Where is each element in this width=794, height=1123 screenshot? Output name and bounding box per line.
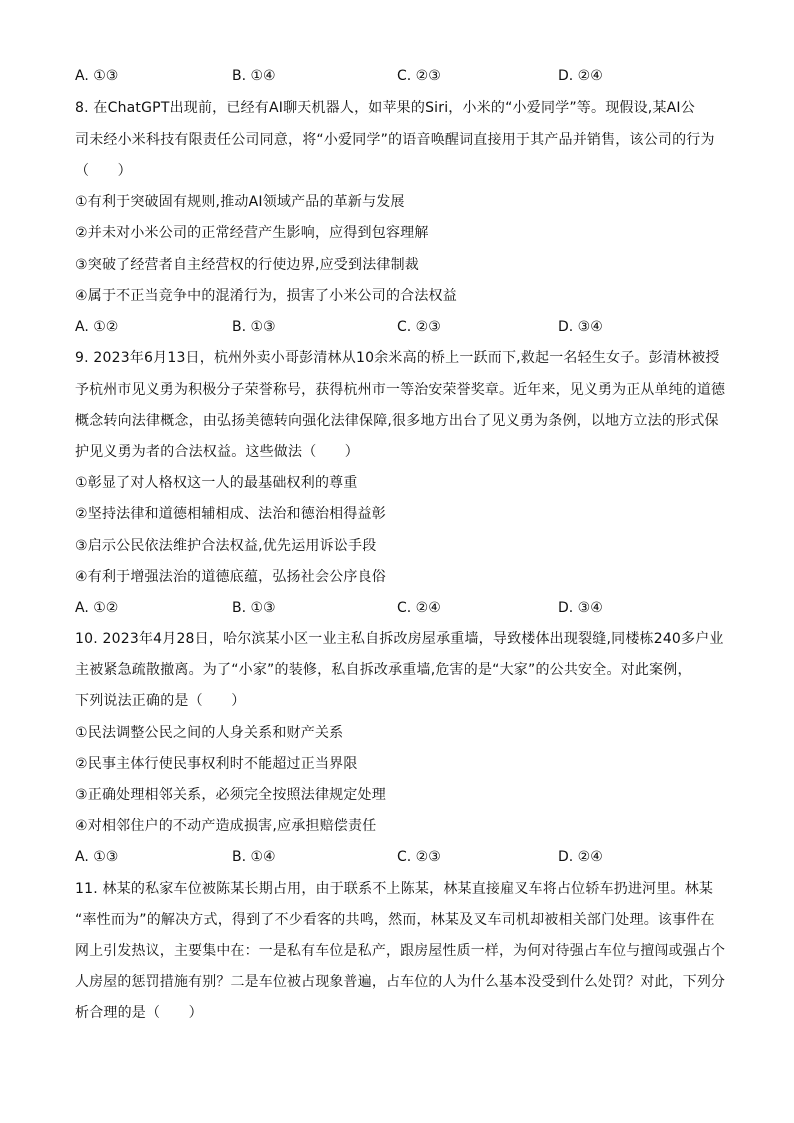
- q8-option-c: C. ②③: [397, 319, 441, 335]
- q8-stem-line-3: （ ）: [75, 163, 132, 179]
- q7-option-c: C. ②③: [397, 68, 441, 84]
- q9-stem-line-3: 概念转向法律概念，由弘扬美德转向强化法律保障,很多地方出台了见义勇为条例，以地方立法的形式保: [75, 413, 719, 429]
- q10-item-3: ③正确处理相邻关系，必须完全按照法律规定处理: [75, 787, 386, 803]
- q7-option-a: A. ①③: [75, 68, 119, 84]
- q9-stem-line-2: 予杭州市见义勇为积极分子荣誉称号，获得杭州市一等治安荣誉奖章。近年来，见义勇为正从单纯的道德: [75, 382, 726, 398]
- q8-stem-line-2: 司未经小米科技有限责任公司同意，将“小爱同学”的语音唤醒词直接用于其产品并销售，该公司的行为: [75, 132, 715, 148]
- q7-options: [75, 66, 755, 86]
- q10-item-1: ①民法调整公民之间的人身关系和财产关系: [75, 725, 344, 741]
- q8-item-1: ①有利于突破固有规则,推动AI领域产品的革新与发展: [75, 194, 405, 210]
- q9-option-a: A. ①②: [75, 600, 119, 616]
- q9-item-4: ④有利于增强法治的道德底蕴，弘扬社会公序良俗: [75, 569, 386, 585]
- q11-stem-line-1: 11. 林某的私家车位被陈某长期占用，由于联系不上陈某，林某直接雇叉车将占位轿车扔进河里。林某: [75, 881, 714, 897]
- q8-option-a: A. ①②: [75, 319, 119, 335]
- q9-item-3: ③启示公民依法维护合法权益,优先运用诉讼手段: [75, 538, 377, 554]
- q10-stem-line-3: 下列说法正确的是（ ）: [75, 693, 246, 709]
- q9-stem-line-4: 护见义勇为者的合法权益。这些做法（ ）: [75, 444, 359, 460]
- q11-stem-line-2: “率性而为”的解决方式，得到了不少看客的共鸣，然而，林某及叉车司机却被相关部门处理。该事件在: [75, 912, 715, 928]
- q10-option-c: C. ②③: [397, 849, 441, 865]
- q11-stem-line-4: 人房屋的惩罚措施有别？二是车位被占现象普遍，占车位的人为什么基本没受到什么处罚？对此，下列分: [75, 974, 726, 990]
- q10-options: [75, 847, 755, 867]
- q8-option-d: D. ③④: [558, 319, 603, 335]
- q10-item-4: ④对相邻住户的不动产造成损害,应承担赔偿责任: [75, 818, 377, 834]
- q10-item-2: ②民事主体行使民事权利时不能超过正当界限: [75, 756, 358, 772]
- q7-option-b: B. ①④: [232, 68, 276, 84]
- q8-stem-line-1: 8. 在ChatGPT出现前，已经有AI聊天机器人，如苹果的Siri，小米的“小爱同学”等。现假设,某AI公: [75, 100, 695, 116]
- q9-stem-line-1: 9. 2023年6月13日，杭州外卖小哥彭清林从10余米高的桥上一跃而下,救起一名轻生女子。彭清林被授: [75, 350, 720, 366]
- q9-options: [75, 598, 755, 618]
- q10-option-a: A. ①③: [75, 849, 119, 865]
- q9-item-1: ①彰显了对人格权这一人的最基础权利的尊重: [75, 475, 358, 491]
- q7-option-d: D. ②④: [558, 68, 603, 84]
- q9-item-2: ②坚持法律和道德相辅相成、法治和德治相得益彰: [75, 506, 386, 522]
- q8-options: [75, 317, 755, 337]
- q10-option-b: B. ①④: [232, 849, 276, 865]
- q11-stem-line-5: 析合理的是（ ）: [75, 1005, 203, 1021]
- q11-stem-line-3: 网上引发热议，主要集中在：一是私有车位是私产，跟房屋性质一样，为何对待强占车位与擅闯或强占个: [75, 943, 726, 959]
- q8-item-3: ③突破了经营者自主经营权的行使边界,应受到法律制裁: [75, 257, 419, 273]
- q10-option-d: D. ②④: [558, 849, 603, 865]
- q10-stem-line-2: 主被紧急疏散撤离。为了“小家”的装修，私自拆改承重墙,危害的是“大家”的公共安全。对此案例，: [75, 662, 692, 678]
- q8-item-2: ②并未对小米公司的正常经营产生影响，应得到包容理解: [75, 225, 429, 241]
- q8-item-4: ④属于不正当竞争中的混淆行为，损害了小米公司的合法权益: [75, 288, 457, 304]
- q10-stem-line-1: 10. 2023年4月28日，哈尔滨某小区一业主私自拆改房屋承重墙，导致楼体出现裂缝,同楼栋240多户业: [75, 631, 724, 647]
- q9-option-c: C. ②④: [397, 600, 441, 616]
- q8-option-b: B. ①③: [232, 319, 276, 335]
- q9-option-d: D. ③④: [558, 600, 603, 616]
- q9-option-b: B. ①③: [232, 600, 276, 616]
